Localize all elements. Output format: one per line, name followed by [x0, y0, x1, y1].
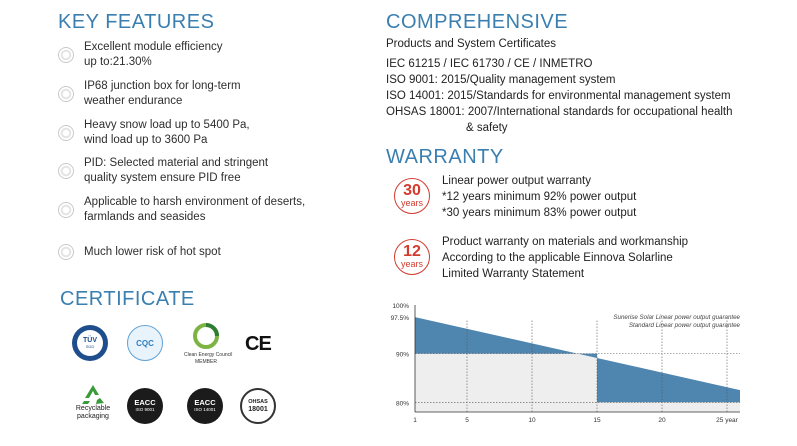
eacc1-sub: ISO 9001 [135, 407, 155, 412]
cert-line: ISO 14001: 2015/Standards for environmental management system [386, 90, 731, 102]
eacc2-sub: ISO 14001 [194, 407, 216, 412]
warranty-line: Product warranty on materials and workmanship [442, 236, 689, 248]
eacc-iso9001-logo-icon [127, 388, 163, 424]
warranty-line: Linear power output warranty [442, 175, 591, 187]
cqc-text: CQC [136, 338, 154, 348]
badge-unit: years [400, 259, 423, 269]
warranty-line: Limited Warranty Statement [442, 268, 585, 280]
cert-line: ISO 9001: 2015/Quality management system [386, 74, 616, 86]
x-tick-label: 10 [528, 417, 536, 424]
badge-number: 30 [403, 182, 421, 199]
power-output-chart [375, 300, 755, 430]
feature-text: PID: Selected material and stringent quality system ensure PID free [84, 157, 269, 184]
tuv-text: TÜV [83, 337, 97, 344]
clean-energy-council-logo-icon [184, 322, 233, 368]
cert-line: & safety [466, 122, 508, 134]
cqc-logo-icon [127, 325, 163, 361]
y-tick-label: 90% [395, 351, 409, 359]
feature-text: Applicable to harsh environment of deserts, farmlands and seasides [84, 196, 306, 223]
feature-text: Much lower risk of hot spot [84, 245, 221, 258]
circle-bullet-icon [58, 244, 74, 260]
feature-item [58, 40, 223, 70]
key-features-title: KEY FEATURES [58, 11, 215, 33]
y-tick-label: 100% [392, 303, 409, 310]
feature-item [58, 244, 221, 260]
tuv-sub: SÜD [85, 344, 95, 349]
eacc2-text: EACC [194, 398, 216, 407]
badge-number: 12 [403, 243, 421, 260]
certificate-title: CERTIFICATE [60, 288, 195, 310]
feature-item [58, 195, 305, 225]
circle-bullet-icon [58, 163, 74, 179]
cec-sub: MEMBER [195, 359, 217, 365]
recycle-caption: Recyclable packaging [75, 405, 111, 420]
feature-text: IP68 junction box for long-term weather endurance [84, 80, 241, 107]
warranty-badge-12 [394, 239, 430, 275]
cert-line: OHSAS 18001: 2007/International standards for occupational health [386, 106, 733, 118]
tuv-sud-logo-icon [72, 325, 108, 361]
warranty-line: According to the applicable Einnova Solarline [442, 252, 673, 264]
feature-text: Excellent module efficiency up to:21.30% [84, 41, 223, 68]
x-tick-label: 5 [465, 417, 469, 424]
feature-text: Heavy snow load up to 5400 Pa, wind load up to 3600 Pa [84, 119, 250, 146]
y-tick-label: 80% [395, 400, 409, 408]
eacc-iso14001-logo-icon [187, 388, 223, 424]
feature-item [58, 156, 268, 186]
y-tick-label: 97.5% [390, 315, 409, 323]
feature-item [58, 79, 241, 109]
circle-bullet-icon [58, 86, 74, 102]
x-tick-label: 15 [593, 417, 601, 424]
warranty-title: WARRANTY [386, 146, 504, 168]
circle-bullet-icon [58, 47, 74, 63]
feature-item [58, 118, 250, 148]
x-tick-label: 1 [413, 417, 417, 424]
eacc1-text: EACC [134, 398, 156, 407]
ohsas-text: OHSAS [248, 398, 268, 405]
legend-entry: Standard Linear power output guarantee [628, 322, 740, 329]
warranty-line: *30 years minimum 83% power output [442, 207, 637, 219]
badge-unit: years [400, 198, 423, 208]
comprehensive-title: COMPREHENSIVE [386, 11, 569, 33]
cec-text: Clean Energy Council [184, 352, 233, 358]
cert-line: IEC 61215 / IEC 61730 / CE / INMETRO [386, 58, 593, 70]
legend-entry: Sunerise Solar Linear power output guarantee [613, 314, 740, 321]
ce-mark-icon: CE [245, 333, 271, 355]
recycle-icon [76, 383, 110, 423]
x-tick-label: 20 [658, 417, 666, 424]
warranty-line: *12 years minimum 92% power output [442, 191, 637, 203]
circle-bullet-icon [58, 202, 74, 218]
x-tick-label: 25 year [716, 417, 738, 424]
circle-bullet-icon [58, 125, 74, 141]
ohsas-18001-logo-icon [240, 388, 276, 424]
ohsas-sub: 18001 [248, 405, 268, 413]
comprehensive-subtitle: Products and System Certificates [386, 38, 557, 50]
warranty-badge-30 [394, 178, 430, 214]
